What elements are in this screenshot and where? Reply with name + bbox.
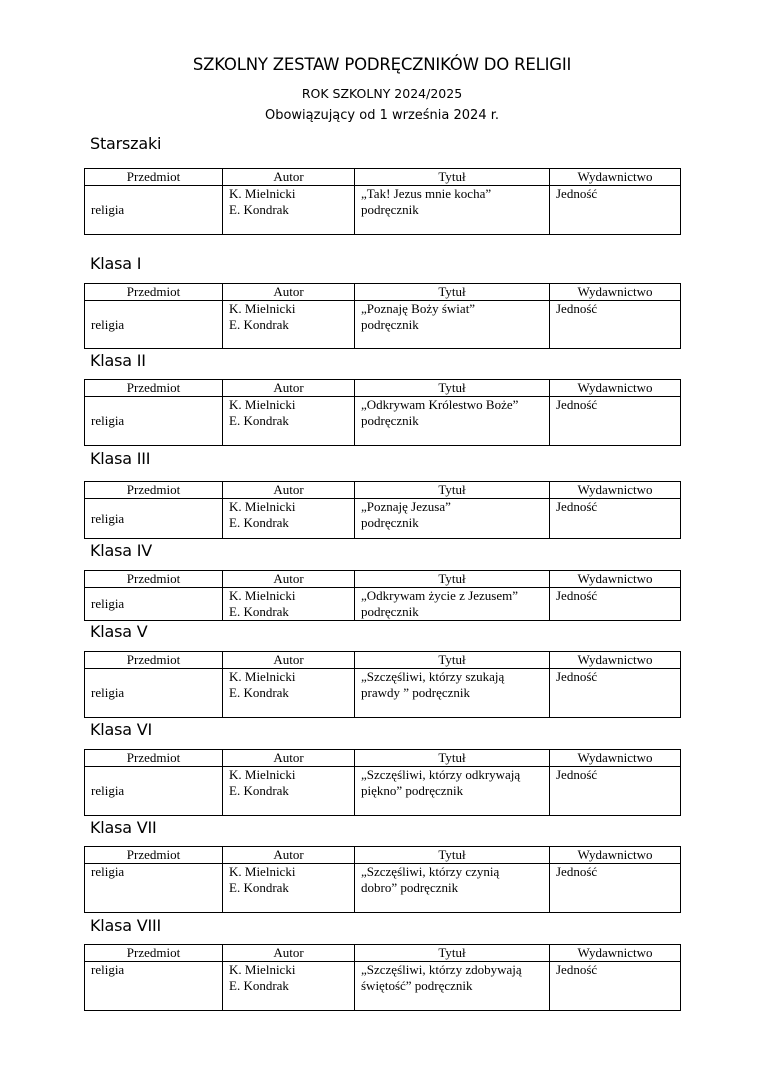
author-line: K. Mielnicki xyxy=(229,499,296,514)
textbook-table xyxy=(84,846,681,913)
title-line: podręcznik xyxy=(361,413,419,428)
title-cell xyxy=(355,767,550,816)
table-row xyxy=(85,397,681,446)
table-header-row xyxy=(85,652,681,669)
author-line: E. Kondrak xyxy=(229,317,289,332)
title-line: prawdy ” podręcznik xyxy=(361,685,471,700)
textbook-table xyxy=(84,283,681,349)
column-header-subject: Przedmiot xyxy=(85,169,223,186)
subject-cell: religia xyxy=(85,397,223,446)
title-line: „Odkrywam Królestwo Boże” xyxy=(361,397,519,412)
table-header-row xyxy=(85,571,681,588)
section-heading: Klasa VI xyxy=(90,720,153,739)
column-header-author: Autor xyxy=(223,571,355,588)
author-cell xyxy=(223,397,355,446)
table-header-row xyxy=(85,847,681,864)
author-line: K. Mielnicki xyxy=(229,301,296,316)
table-row xyxy=(85,588,681,621)
column-header-publisher: Wydawnictwo xyxy=(550,284,681,301)
title-line: „Szczęśliwi, którzy zdobywają xyxy=(361,962,522,977)
table-header-row xyxy=(85,169,681,186)
column-header-publisher: Wydawnictwo xyxy=(550,380,681,397)
column-header-author: Autor xyxy=(223,169,355,186)
author-cell xyxy=(223,588,355,621)
author-line: K. Mielnicki xyxy=(229,588,296,603)
section-heading: Starszaki xyxy=(90,134,162,153)
subject-cell: religia xyxy=(85,767,223,816)
title-cell xyxy=(355,588,550,621)
table-header-row xyxy=(85,380,681,397)
author-line: K. Mielnicki xyxy=(229,186,296,201)
column-header-subject: Przedmiot xyxy=(85,652,223,669)
author-line: E. Kondrak xyxy=(229,202,289,217)
author-cell xyxy=(223,669,355,718)
subject-cell: religia xyxy=(85,669,223,718)
section-heading: Klasa I xyxy=(90,254,142,273)
publisher-cell: Jedność xyxy=(550,301,681,349)
table-row xyxy=(85,962,681,1011)
author-cell xyxy=(223,301,355,349)
table-header-row xyxy=(85,284,681,301)
title-cell xyxy=(355,301,550,349)
column-header-title: Tytuł xyxy=(355,169,550,186)
author-cell xyxy=(223,962,355,1011)
section-heading: Klasa IV xyxy=(90,541,153,560)
title-line: podręcznik xyxy=(361,202,419,217)
section-heading: Klasa VIII xyxy=(90,916,162,935)
title-cell xyxy=(355,669,550,718)
subject-cell: religia xyxy=(85,499,223,539)
title-line: „Szczęśliwi, którzy szukają xyxy=(361,669,505,684)
column-header-title: Tytuł xyxy=(355,945,550,962)
author-line: E. Kondrak xyxy=(229,783,289,798)
column-header-author: Autor xyxy=(223,847,355,864)
table-header-row xyxy=(85,750,681,767)
column-header-subject: Przedmiot xyxy=(85,847,223,864)
title-line: piękno” podręcznik xyxy=(361,783,464,798)
title-line: podręcznik xyxy=(361,515,419,530)
column-header-title: Tytuł xyxy=(355,652,550,669)
column-header-author: Autor xyxy=(223,380,355,397)
publisher-cell: Jedność xyxy=(550,864,681,913)
textbook-table xyxy=(84,749,681,816)
author-line: K. Mielnicki xyxy=(229,864,296,879)
author-line: E. Kondrak xyxy=(229,880,289,895)
textbook-table xyxy=(84,570,681,621)
title-cell xyxy=(355,864,550,913)
column-header-author: Autor xyxy=(223,482,355,499)
author-line: E. Kondrak xyxy=(229,515,289,530)
table-header-row xyxy=(85,482,681,499)
author-line: E. Kondrak xyxy=(229,604,289,619)
author-line: K. Mielnicki xyxy=(229,767,296,782)
column-header-title: Tytuł xyxy=(355,847,550,864)
publisher-cell: Jedność xyxy=(550,186,681,235)
author-line: K. Mielnicki xyxy=(229,669,296,684)
valid-from: Obowiązujący od 1 września 2024 r. xyxy=(264,108,500,123)
publisher-cell: Jedność xyxy=(550,962,681,1011)
textbook-table xyxy=(84,379,681,446)
section-heading: Klasa II xyxy=(90,351,146,370)
column-header-subject: Przedmiot xyxy=(85,750,223,767)
school-year: ROK SZKOLNY 2024/2025 xyxy=(301,86,463,101)
publisher-cell: Jedność xyxy=(550,397,681,446)
publisher-cell: Jedność xyxy=(550,499,681,539)
column-header-subject: Przedmiot xyxy=(85,284,223,301)
title-line: podręcznik xyxy=(361,604,419,619)
textbook-table xyxy=(84,481,681,539)
title-cell xyxy=(355,499,550,539)
column-header-subject: Przedmiot xyxy=(85,571,223,588)
author-line: E. Kondrak xyxy=(229,685,289,700)
author-cell xyxy=(223,767,355,816)
column-header-author: Autor xyxy=(223,284,355,301)
title-line: dobro” podręcznik xyxy=(361,880,459,895)
column-header-publisher: Wydawnictwo xyxy=(550,571,681,588)
subject-cell: religia xyxy=(85,962,223,1011)
column-header-publisher: Wydawnictwo xyxy=(550,169,681,186)
title-line: „Poznaję Jezusa” xyxy=(361,499,451,514)
textbook-table xyxy=(84,168,681,235)
column-header-publisher: Wydawnictwo xyxy=(550,482,681,499)
title-line: „Tak! Jezus mnie kocha” xyxy=(361,186,492,201)
title-cell xyxy=(355,962,550,1011)
table-row xyxy=(85,301,681,349)
column-header-subject: Przedmiot xyxy=(85,380,223,397)
title-line: „Odkrywam życie z Jezusem” xyxy=(361,588,519,603)
column-header-author: Autor xyxy=(223,652,355,669)
column-header-author: Autor xyxy=(223,945,355,962)
author-line: E. Kondrak xyxy=(229,978,289,993)
title-line: świętość” podręcznik xyxy=(361,978,473,993)
column-header-publisher: Wydawnictwo xyxy=(550,945,681,962)
title-line: podręcznik xyxy=(361,317,419,332)
subject-cell: religia xyxy=(85,301,223,349)
column-header-title: Tytuł xyxy=(355,482,550,499)
subject-cell: religia xyxy=(85,186,223,235)
column-header-subject: Przedmiot xyxy=(85,945,223,962)
author-line: K. Mielnicki xyxy=(229,962,296,977)
table-header-row xyxy=(85,945,681,962)
author-cell xyxy=(223,864,355,913)
author-cell xyxy=(223,186,355,235)
author-line: E. Kondrak xyxy=(229,413,289,428)
author-cell xyxy=(223,499,355,539)
publisher-cell: Jedność xyxy=(550,588,681,621)
title-cell xyxy=(355,397,550,446)
title-line: „Szczęśliwi, którzy czynią xyxy=(361,864,500,879)
document-title: SZKOLNY ZESTAW PODRĘCZNIKÓW DO RELIGII xyxy=(192,55,572,74)
table-row xyxy=(85,864,681,913)
publisher-cell: Jedność xyxy=(550,669,681,718)
textbook-table xyxy=(84,651,681,718)
column-header-title: Tytuł xyxy=(355,284,550,301)
column-header-subject: Przedmiot xyxy=(85,482,223,499)
section-heading: Klasa III xyxy=(90,449,151,468)
title-cell xyxy=(355,186,550,235)
table-row xyxy=(85,669,681,718)
publisher-cell: Jedność xyxy=(550,767,681,816)
table-row xyxy=(85,186,681,235)
table-row xyxy=(85,767,681,816)
textbook-table xyxy=(84,944,681,1011)
column-header-title: Tytuł xyxy=(355,750,550,767)
section-heading: Klasa VII xyxy=(90,818,157,837)
title-line: „Szczęśliwi, którzy odkrywają xyxy=(361,767,521,782)
column-header-title: Tytuł xyxy=(355,571,550,588)
section-heading: Klasa V xyxy=(90,622,148,641)
subject-cell: religia xyxy=(85,864,223,913)
author-line: K. Mielnicki xyxy=(229,397,296,412)
column-header-publisher: Wydawnictwo xyxy=(550,750,681,767)
column-header-publisher: Wydawnictwo xyxy=(550,847,681,864)
table-row xyxy=(85,499,681,539)
column-header-title: Tytuł xyxy=(355,380,550,397)
column-header-publisher: Wydawnictwo xyxy=(550,652,681,669)
subject-cell: religia xyxy=(85,588,223,621)
column-header-author: Autor xyxy=(223,750,355,767)
title-line: „Poznaję Boży świat” xyxy=(361,301,476,316)
